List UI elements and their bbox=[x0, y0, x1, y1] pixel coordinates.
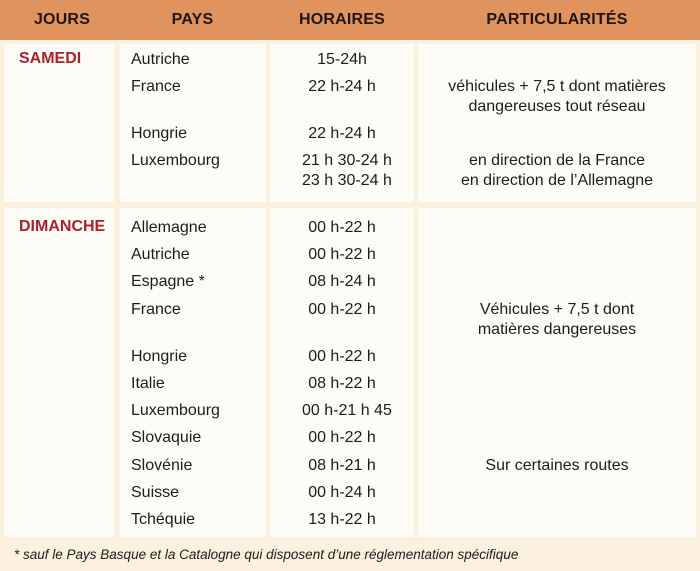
country-name: Slovaquie bbox=[131, 429, 202, 446]
country-name: Suisse bbox=[131, 484, 180, 501]
note-line: matières dangereuses bbox=[477, 321, 637, 338]
hours-value: 00 h-22 h bbox=[308, 348, 376, 365]
header-hours: HORAIRES bbox=[298, 11, 386, 28]
note-line: Sur certaines routes bbox=[485, 457, 629, 474]
header-notes: PARTICULARITÉS bbox=[486, 11, 628, 28]
hours-value: 22 h-24 h bbox=[308, 125, 376, 142]
hours-value: 00 h-22 h bbox=[308, 301, 376, 318]
sunday-notes-cell bbox=[418, 208, 696, 537]
country-name: Italie bbox=[131, 375, 165, 392]
country-name: France bbox=[131, 301, 181, 318]
hours-value: 00 h-24 h bbox=[308, 484, 376, 501]
hours-value: 08 h-22 h bbox=[308, 375, 376, 392]
hours-value: 00 h-22 h bbox=[308, 219, 376, 236]
note-line: en direction de la France bbox=[468, 152, 646, 169]
country-name: Autriche bbox=[131, 51, 190, 68]
note-line: dangereuses tout réseau bbox=[468, 98, 646, 115]
header-country: PAYS bbox=[171, 11, 214, 28]
hours-value: 08 h-24 h bbox=[308, 273, 376, 290]
country-name: Espagne * bbox=[131, 273, 205, 290]
hours-value: 22 h-24 h bbox=[308, 78, 376, 95]
hours-value: 13 h-22 h bbox=[308, 511, 376, 528]
note-line: Véhicules + 7,5 t dont bbox=[479, 301, 635, 318]
hours-value: 00 h-22 h bbox=[308, 246, 376, 263]
country-name: Tchéquie bbox=[131, 511, 196, 528]
country-name: France bbox=[131, 78, 181, 95]
hours-value: 00 h-22 h bbox=[308, 429, 376, 446]
country-name: Autriche bbox=[131, 246, 190, 263]
hours-value: 23 h 30-24 h bbox=[302, 172, 392, 189]
country-name: Allemagne bbox=[131, 219, 207, 236]
country-name: Hongrie bbox=[131, 125, 188, 142]
hours-value: 21 h 30-24 h bbox=[302, 152, 392, 169]
country-name: Slovénie bbox=[131, 457, 193, 474]
hours-value: 15-24h bbox=[317, 51, 367, 68]
country-name: Hongrie bbox=[131, 348, 188, 365]
header-days: JOURS bbox=[33, 11, 91, 28]
note-line: en direction de l’Allemagne bbox=[460, 172, 654, 189]
day-label-sunday: DIMANCHE bbox=[19, 218, 106, 235]
hours-value: 00 h-21 h 45 bbox=[302, 402, 392, 419]
note-line: véhicules + 7,5 t dont matières bbox=[448, 78, 666, 95]
country-name: Luxembourg bbox=[131, 152, 220, 169]
country-name: Luxembourg bbox=[131, 402, 220, 419]
sunday-day-cell bbox=[4, 208, 114, 537]
hours-value: 08 h-21 h bbox=[308, 457, 376, 474]
footnote: * sauf le Pays Basque et la Catalogne qui disposent d’une réglementation spécifique bbox=[14, 547, 519, 562]
table-header bbox=[0, 0, 700, 40]
day-label-saturday: SAMEDI bbox=[19, 50, 82, 67]
